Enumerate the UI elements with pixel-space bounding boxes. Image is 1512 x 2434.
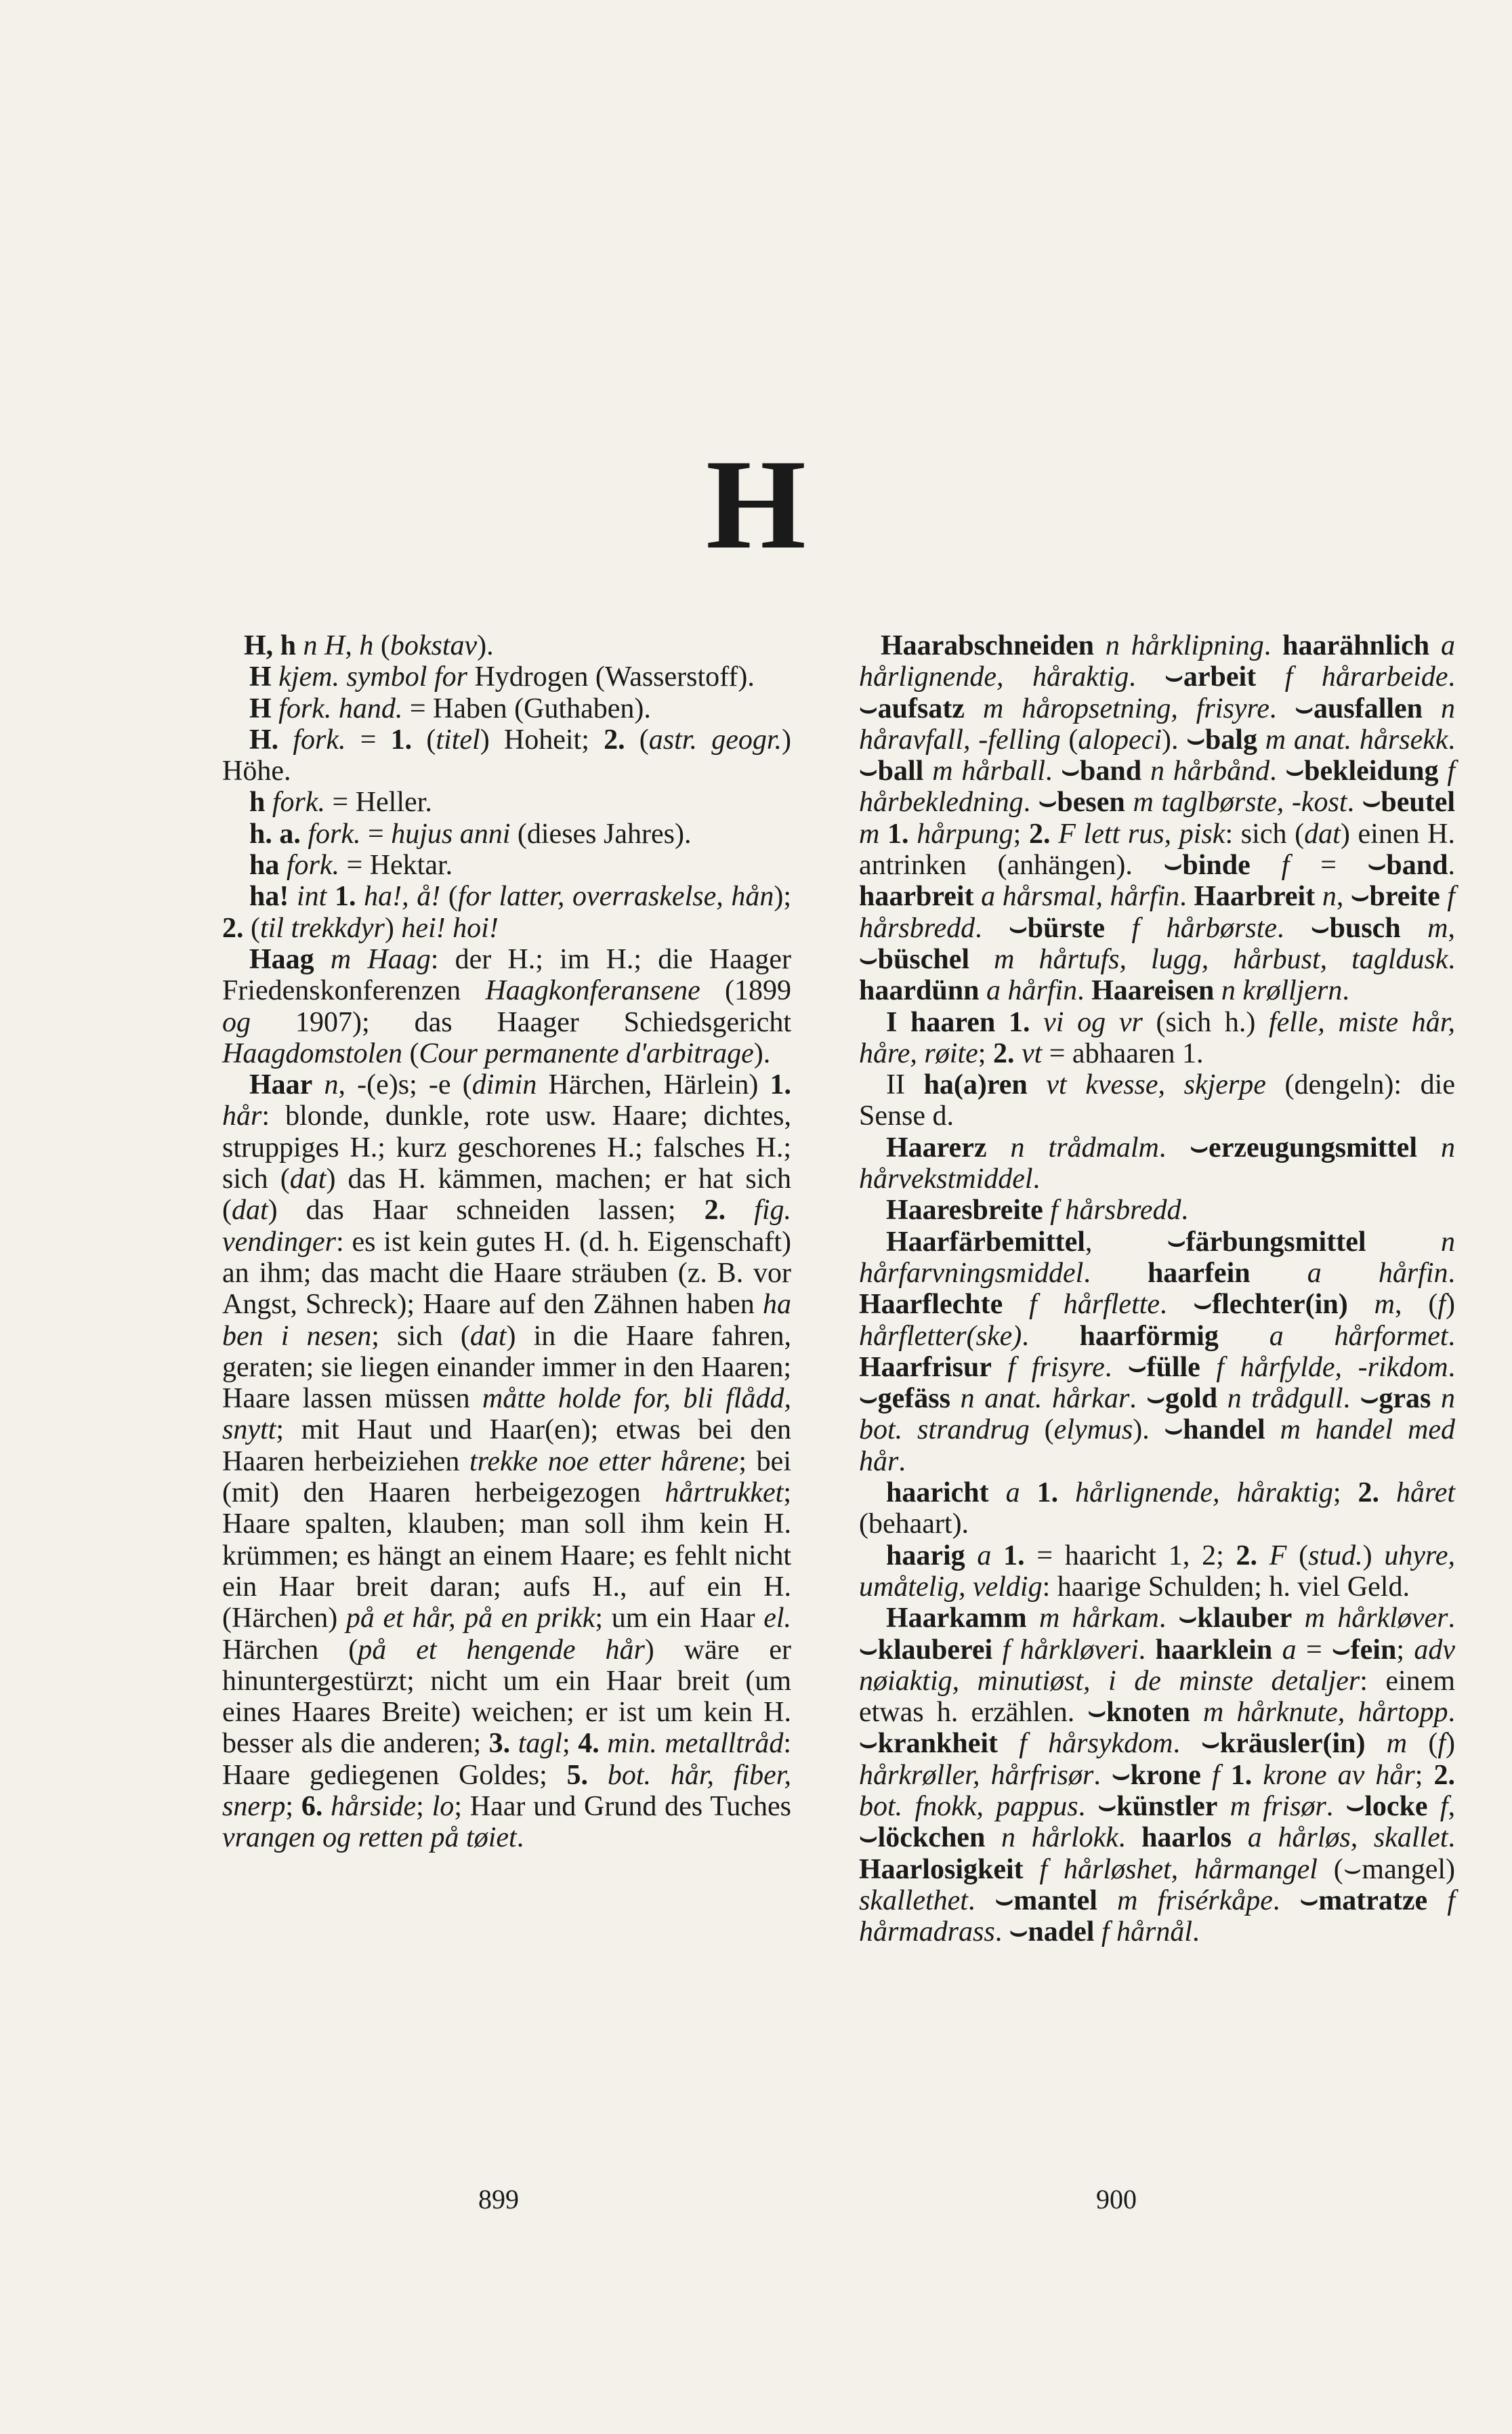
dictionary-entry: h. a. fork. = hujus anni (dieses Jahres).: [249, 818, 692, 850]
dictionary-entry: Haarerz n trådmalm. ⌣erzeugungsmittel n hårvekstmiddel.: [859, 1132, 1456, 1195]
dictionary-entry: haarig a 1. = haaricht 1, 2; 2. F (stud.) uhyre, umåtelig, veldig: haarige Schulden; h. viel Geld.: [859, 1540, 1455, 1603]
dictionary-entry: ha fork. = Hektar.: [249, 850, 453, 882]
page-number-right: 900: [1096, 2184, 1137, 2214]
dictionary-entry: I haaren 1. vi og vr (sich h.) felle, miste hår, håre, røite; 2. vt = abhaaren 1.: [859, 1006, 1456, 1069]
left-column: [222, 630, 791, 1854]
dictionary-entry: Haaresbreite f hårsbredd.: [886, 1195, 1189, 1226]
dictionary-entry: II ha(a)ren vt kvesse, skjerpe (dengeln): die Sense d.: [859, 1069, 1455, 1132]
page-number-left: 899: [478, 2184, 519, 2214]
dictionary-entry: H kjem. symbol for Hydrogen (Wasserstoff).: [249, 661, 755, 693]
dictionary-entry: h fork. = Heller.: [249, 787, 432, 819]
dictionary-entry: Haag m Haag: der H.; im H.; die Haager Friedenskonferenzen Haagkonferansene (1899 og 1907); das Haager Schiedsgericht Haagdomstolen (Cour permanente d'arbitrage).: [222, 943, 792, 1069]
dictionary-entry: Haarkamm m hårkam. ⌣klauber m hårkløver. ⌣klauberei f hårkløveri. haarklein a = ⌣fein; adv nøiaktig, minutiøst, i de minste detaljer: einem etwas h. erzählen. ⌣knoten m hårknute, hårtopp. ⌣krankheit f hårsykdom. ⌣kräusler(in) m (f) hårkrøller, hårfrisør. ⌣krone f 1. krone av hår; 2. bot. fnokk, pappus. ⌣künstler m frisør. ⌣locke f, ⌣löckchen n hårlokk. haarlos a hårløs, skallet. Haarlosigkeit f hårløshet, hårmangel (⌣mangel) skallethet. ⌣mantel m frisérkåpe. ⌣matratze f hårmadrass. ⌣nadel f hårnål.: [859, 1603, 1456, 1948]
dictionary-entry: Haarabschneiden n hårklipning. haarähnlich a hårlignende, håraktig. ⌣arbeit f hårarbeide. ⌣aufsatz m håropsetning, frisyre. ⌣ausfallen n håravfall, -felling (alopeci). ⌣balg m anat. hårsekk. ⌣ball m hårball. ⌣band n hårbånd. ⌣bekleidung f hårbekledning. ⌣besen m taglbørste, -kost. ⌣beutel m 1. hårpung; 2. F lett rus, pisk: sich (dat) einen H. antrinken (anhängen). ⌣binde f = ⌣band. haarbreit a hårsmal, hårfin. Haarbreit n, ⌣breite f hårsbredd. ⌣bürste f hårbørste. ⌣busch m, ⌣büschel m hårtufs, lugg, hårbust, tagldusk. haardünn a hårfin. Haareisen n krølljern.: [859, 630, 1456, 1007]
dictionary-entry: haaricht a 1. hårlignende, håraktig; 2. håret (behaart).: [859, 1477, 1456, 1540]
dictionary-entry: H fork. hand. = Haben (Guthaben).: [249, 693, 651, 724]
dictionary-entry: Haar n, -(e)s; -e (dimin Härchen, Härlein) 1. hår: blonde, dunkle, rote usw. Haare; dichtes, struppiges H.; kurz geschorenes H.; falsches H.; sich (dat) das H. kämmen, machen; er hat sich (dat) das Haar schneiden lassen; 2. fig. vendinger: es ist kein gutes H. (d. h. Eigenschaft) an ihm; das macht die Haare sträuben (z. B. vor Angst, Schreck); Haare auf den Zähnen haben ha ben i nesen; sich (dat) in die Haare fahren, geraten; sie liegen einander immer in den Haaren; Haare lassen müssen måtte holde for, bli flådd, snytt; mit Haut und Haar(en); etwas bei den Haaren herbeiziehen trekke noe etter hårene; bei (mit) den Haaren herbeigezogen hårtrukket; Haare spalten, klauben; man soll ihm kein H. krümmen; es hängt an einem Haare; es fehlt nicht ein Haar breit daran; aufs H., auf ein H. (Härchen) på et hår, på en prikk; um ein Haar el. Härchen (på et hengende hår) wäre er hinuntergestürzt; nicht um ein Haar breit (um eines Haares Breite) weichen; er ist um kein H. besser als die anderen; 3. tagl; 4. min. metalltråd: Haare gediegenen Goldes; 5. bot. hår, fiber, snerp; 6. hårside; lo; Haar und Grund des Tuches vrangen og retten på tøiet.: [222, 1069, 792, 1854]
section-letter: H: [706, 434, 806, 576]
dictionary-entry: Haarfärbemittel, ⌣färbungsmittel n hårfarvningsmiddel. haarfein a hårfin. Haarflechte f hårflette. ⌣flechter(in) m, (f) hårfletter(ske). haarförmig a hårformet. Haarfrisur f frisyre. ⌣fülle f hårfylde, -rikdom. ⌣gefäss n anat. hårkar. ⌣gold n trådgull. ⌣gras n bot. strandrug (elymus). ⌣handel m handel med hår.: [859, 1226, 1456, 1477]
dictionary-entry: H, h n H, h (bokstav).: [244, 630, 494, 661]
right-column: [859, 630, 1455, 1947]
dictionary-entry: H. fork. = 1. (titel) Hoheit; 2. (astr. geogr.) Höhe.: [222, 724, 792, 787]
dictionary-entry: ha! int 1. ha!, å! (for latter, overraskelse, hån); 2. (til trekkdyr) hei! hoi!: [222, 881, 792, 944]
